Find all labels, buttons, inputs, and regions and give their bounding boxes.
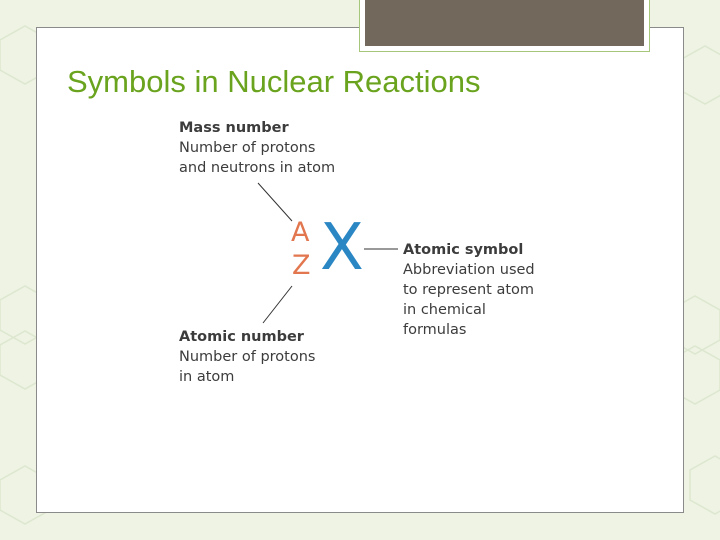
atomic-symbol-desc-line2: to represent atom	[403, 282, 535, 298]
mass-number-leader	[258, 183, 292, 221]
atomic-number-leader	[263, 286, 292, 323]
atomic-symbol-heading: Atomic symbol	[403, 242, 524, 258]
mass-number-heading: Mass number	[179, 120, 289, 136]
mass-number-symbol: A	[291, 217, 310, 248]
atomic-symbol-desc-line4: formulas	[403, 322, 467, 338]
slide-title: Symbols in Nuclear Reactions	[67, 64, 481, 99]
atomic-symbol-desc-line3: in chemical	[403, 302, 486, 318]
atomic-symbol-desc-line1: Abbreviation used	[403, 262, 535, 278]
mass-number-desc-line1: Number of protons	[179, 140, 316, 156]
atomic-number-desc-line1: Number of protons	[179, 349, 316, 365]
atomic-number-heading: Atomic number	[179, 329, 304, 345]
atomic-number-desc-line2: in atom	[179, 369, 235, 385]
atomic-number-symbol: Z	[292, 250, 311, 281]
mass-number-desc-line2: and neutrons in atom	[179, 160, 336, 176]
element-symbol: X	[320, 211, 364, 285]
